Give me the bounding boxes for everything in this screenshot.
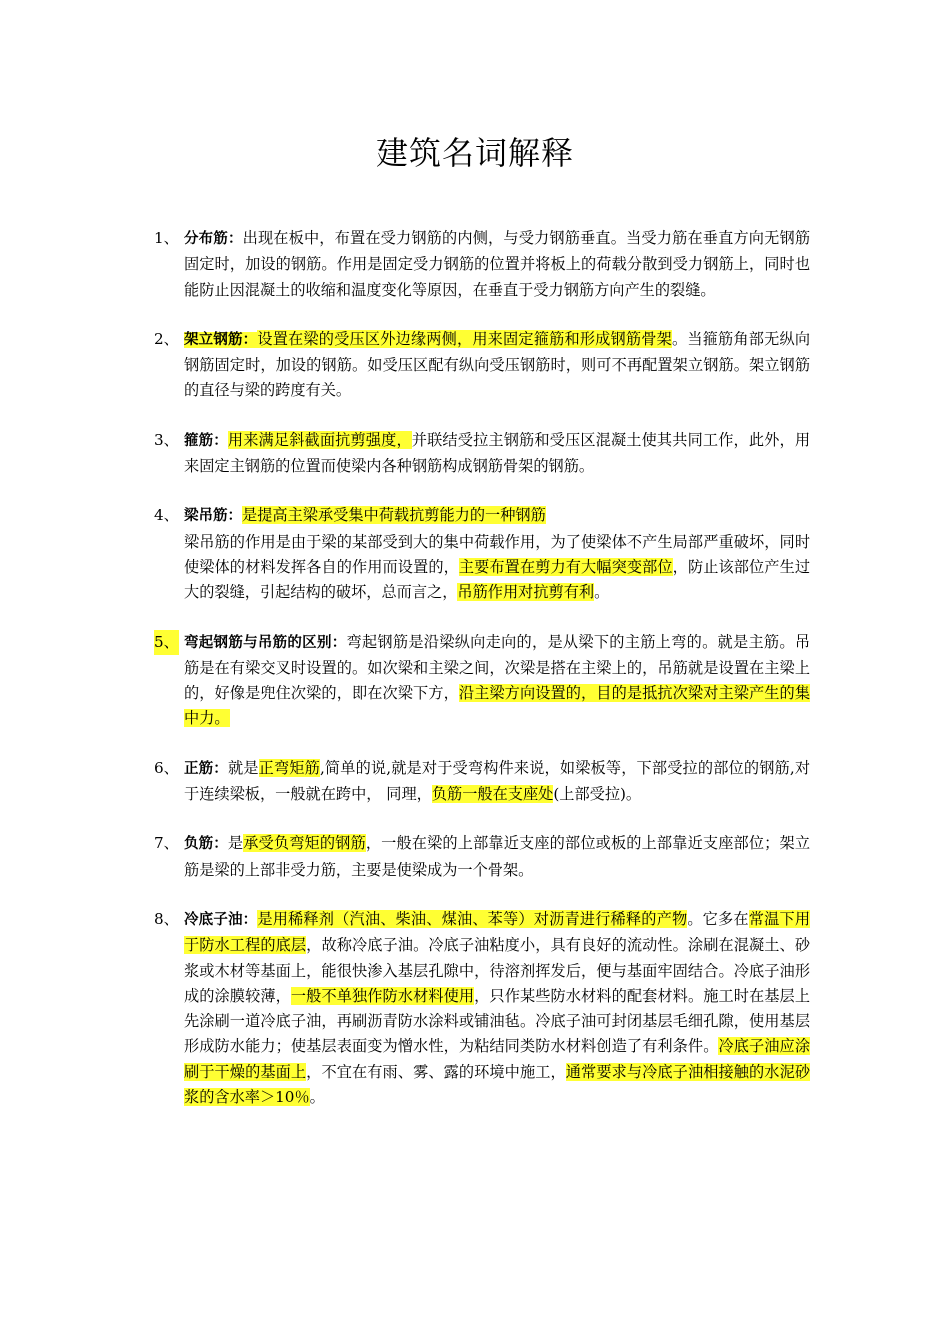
entry-4 bbox=[150, 503, 810, 605]
entry-body: ，防止该部位产生过大的裂缝，引起结构的破坏，总而言之， bbox=[184, 557, 811, 602]
highlighted-text: 是提高主梁承受集中荷载抗剪能力的一种钢筋 bbox=[242, 506, 546, 525]
entry-text-continued bbox=[184, 530, 810, 606]
entry-6 bbox=[150, 756, 810, 808]
highlighted-text: 负筋一般在支座处 bbox=[431, 785, 554, 804]
entry-body: 就是 bbox=[227, 758, 259, 777]
highlighted-text: 吊筋作用对抗剪有利 bbox=[457, 583, 595, 602]
entry-body: ，一般在梁的上部靠近支座的部位或板的上部靠近支座部位；架立筋是梁的上部非受力筋，主要是使梁成为一个骨架。 bbox=[184, 834, 811, 879]
highlighted-text: 一般不单独作防水材料使用 bbox=[290, 986, 475, 1005]
entry-number: 7、 bbox=[154, 834, 179, 853]
entry-text bbox=[184, 503, 810, 529]
entry-text bbox=[184, 907, 810, 1110]
definition-list bbox=[150, 226, 810, 1134]
entry-5 bbox=[150, 630, 810, 732]
entry-term: 负筋： bbox=[184, 836, 228, 853]
entry-body: 并联结受拉主钢筋和受压区混凝土使其共同工作，此外，用来固定主钢筋的位置而使梁内各种钢筋构成钢筋骨架的钢筋。 bbox=[184, 430, 811, 476]
entry-body: 梁吊筋的作用是由于梁的某部受到大的集中荷载作用，为了使梁体不产生局部严重破坏，同时使梁体的材料发挥各自的作用而设置的， bbox=[184, 532, 810, 576]
entry-7 bbox=[150, 831, 810, 883]
entry-body: 是 bbox=[227, 834, 244, 853]
entry-body: 。 bbox=[594, 583, 610, 602]
entry-1 bbox=[150, 226, 810, 303]
entry-text bbox=[184, 756, 810, 808]
entry-body: ，只作某些防水材料的配套材料。施工时在基层上先涂刷一道冷底子油，再刷沥青防水涂料或铺油毡。冷底子油可封闭基层毛细孔隙，使用基层形成防水能力；使基层表面变为憎水性，为粘结同类防水材料创造了有利条件。 bbox=[184, 986, 811, 1056]
entry-2 bbox=[150, 327, 810, 404]
entry-text bbox=[184, 630, 810, 732]
entry-3 bbox=[150, 428, 810, 480]
entry-number: 1、 bbox=[154, 229, 179, 247]
entry-term: 箍筋： bbox=[184, 432, 228, 449]
entry-term: 正筋： bbox=[184, 760, 228, 777]
entry-body: 。它多在 bbox=[687, 909, 749, 928]
highlighted-text: 正弯矩筋 bbox=[258, 758, 320, 777]
page-title: 建筑名词解释 bbox=[375, 134, 574, 172]
entry-number: 5、 bbox=[154, 630, 179, 655]
entry-body: 。当箍筋角部无纵向钢筋固定时，加设的钢筋。如受压区配有纵向受压钢筋时，则可不再配置架立钢筋。架立钢筋的直径与梁的跨度有关。 bbox=[184, 329, 811, 400]
entry-body: (上部受拉)。 bbox=[553, 785, 642, 804]
entry-text bbox=[184, 226, 810, 303]
entry-term: 架立钢筋： bbox=[184, 331, 258, 348]
entry-text bbox=[184, 327, 810, 404]
entry-8 bbox=[150, 907, 810, 1110]
entry-text bbox=[184, 831, 810, 883]
entry-text bbox=[184, 428, 810, 480]
highlighted-text: 主要布置在剪力有大幅突变部位 bbox=[458, 557, 673, 576]
highlighted-text: 通常要求与冷底子油相接触的水泥砂浆的含水率＞10％ bbox=[184, 1062, 811, 1107]
entry-number: 4、 bbox=[154, 506, 179, 525]
entry-body: ，不宜在有雨、雾、露的环境中施工， bbox=[306, 1062, 566, 1081]
highlighted-text: 沿主梁方向设置的，目的是抵抗次梁对主梁产生的集中力。 bbox=[184, 684, 811, 728]
entry-number: 3、 bbox=[154, 430, 179, 449]
entry-term: 梁吊筋： bbox=[184, 508, 242, 525]
entry-number: 6、 bbox=[154, 758, 179, 777]
entry-number: 8、 bbox=[154, 909, 179, 928]
entry-body: 弯起钢筋是沿梁纵向走向的，是从梁下的主筋上弯的。就是主筋。吊筋是在有梁交叉时设置的。如次梁和主梁之间，次梁是搭在主梁上的，吊筋就是设置在主梁上的，好像是兜住次梁的，即在次梁下方， bbox=[184, 632, 811, 703]
highlighted-text: 用来满足斜截面抗剪强度， bbox=[227, 430, 412, 449]
entry-body: ,简单的说,就是对于受弯构件来说，如梁板等，下部受拉的部位的钢筋,对于连续梁板，一般就在跨中， 同理， bbox=[184, 758, 811, 804]
entry-body: 出现在板中，布置在受力钢筋的内侧，与受力钢筋垂直。当受力筋在垂直方向无钢筋固定时，加设的钢筋。作用是固定受力钢筋的位置并将板上的荷载分散到受力钢筋上，同时也能防止因混凝土的收缩和温度变化等原因，在垂直于受力钢筋方向产生的裂缝。 bbox=[184, 229, 811, 299]
entry-term: 分布筋： bbox=[184, 231, 243, 247]
highlighted-text: 冷底子油应涂刷于干燥的基面上 bbox=[184, 1037, 811, 1081]
entry-term: 弯起钢筋与吊筋的区别： bbox=[184, 634, 347, 651]
entry-body: 。 bbox=[309, 1088, 325, 1107]
entry-term: 冷底子油： bbox=[184, 911, 258, 928]
highlighted-text: 是用稀释剂（汽油、柴油、煤油、苯等）对沥青进行稀释的产物 bbox=[257, 909, 688, 928]
entry-body: ，故称冷底子油。冷底子油粘度小，具有良好的流动性。涂刷在混凝土、砂浆或木材等基面上，能很快渗入基层孔隙中，待溶剂挥发后，便与基面牢固结合。冷底子油形成的涂膜较薄， bbox=[184, 936, 811, 1005]
highlighted-text: 承受负弯矩的钢筋 bbox=[243, 834, 366, 853]
highlighted-text: 常温下用于防水工程的底层 bbox=[184, 909, 811, 955]
highlighted-text: 设置在梁的受压区外边缘两侧，用来固定箍筋和形成钢筋骨架 bbox=[257, 329, 672, 348]
entry-number: 2、 bbox=[154, 329, 179, 348]
